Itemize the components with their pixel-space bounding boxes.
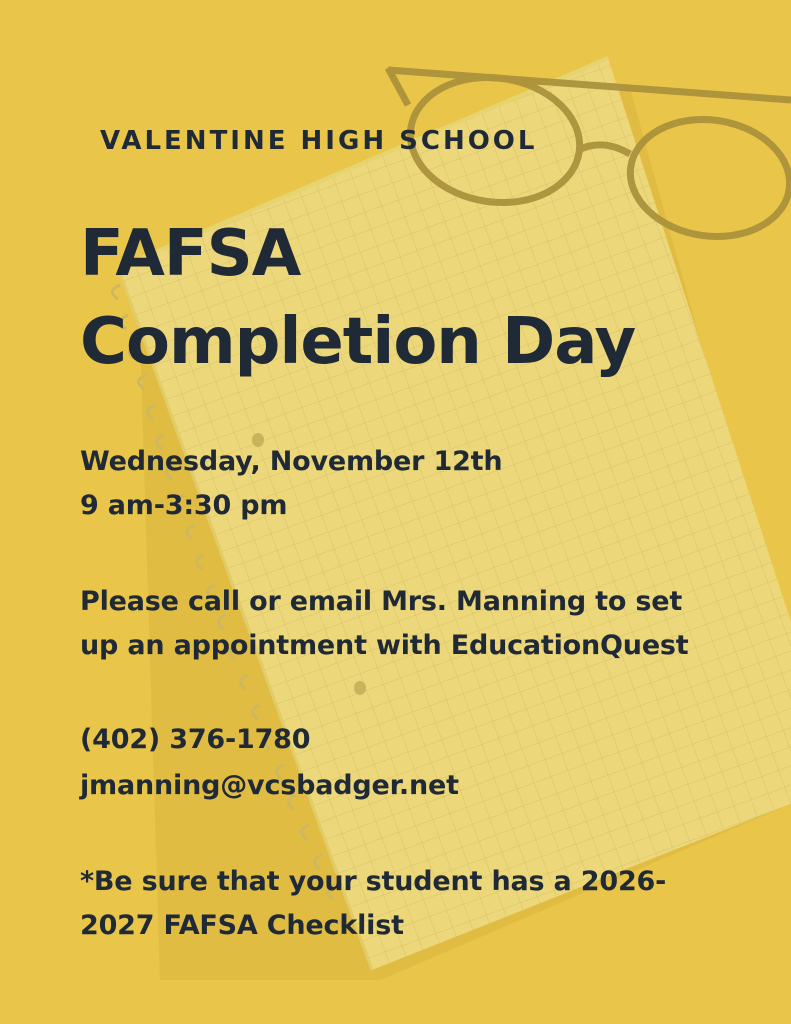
event-time: 9 am-3:30 pm	[80, 490, 288, 521]
phone-number: (402) 376-1780	[80, 724, 311, 755]
note-line-2: 2027 FAFSA Checklist	[80, 910, 404, 941]
title-line-2: Completion Day	[80, 305, 636, 379]
instruction-line-1: Please call or email Mrs. Manning to set	[80, 586, 683, 617]
note-line-1: *Be sure that your student has a 2026-	[80, 866, 667, 897]
instruction-line-2: up an appointment with EducationQuest	[80, 630, 689, 661]
email-address: jmanning@vcsbadger.net	[80, 770, 459, 801]
title-line-1: FAFSA	[80, 217, 301, 291]
event-title	[80, 210, 635, 386]
school-name: VALENTINE HIGH SCHOOL	[100, 126, 538, 156]
event-date: Wednesday, November 12th	[80, 446, 503, 477]
